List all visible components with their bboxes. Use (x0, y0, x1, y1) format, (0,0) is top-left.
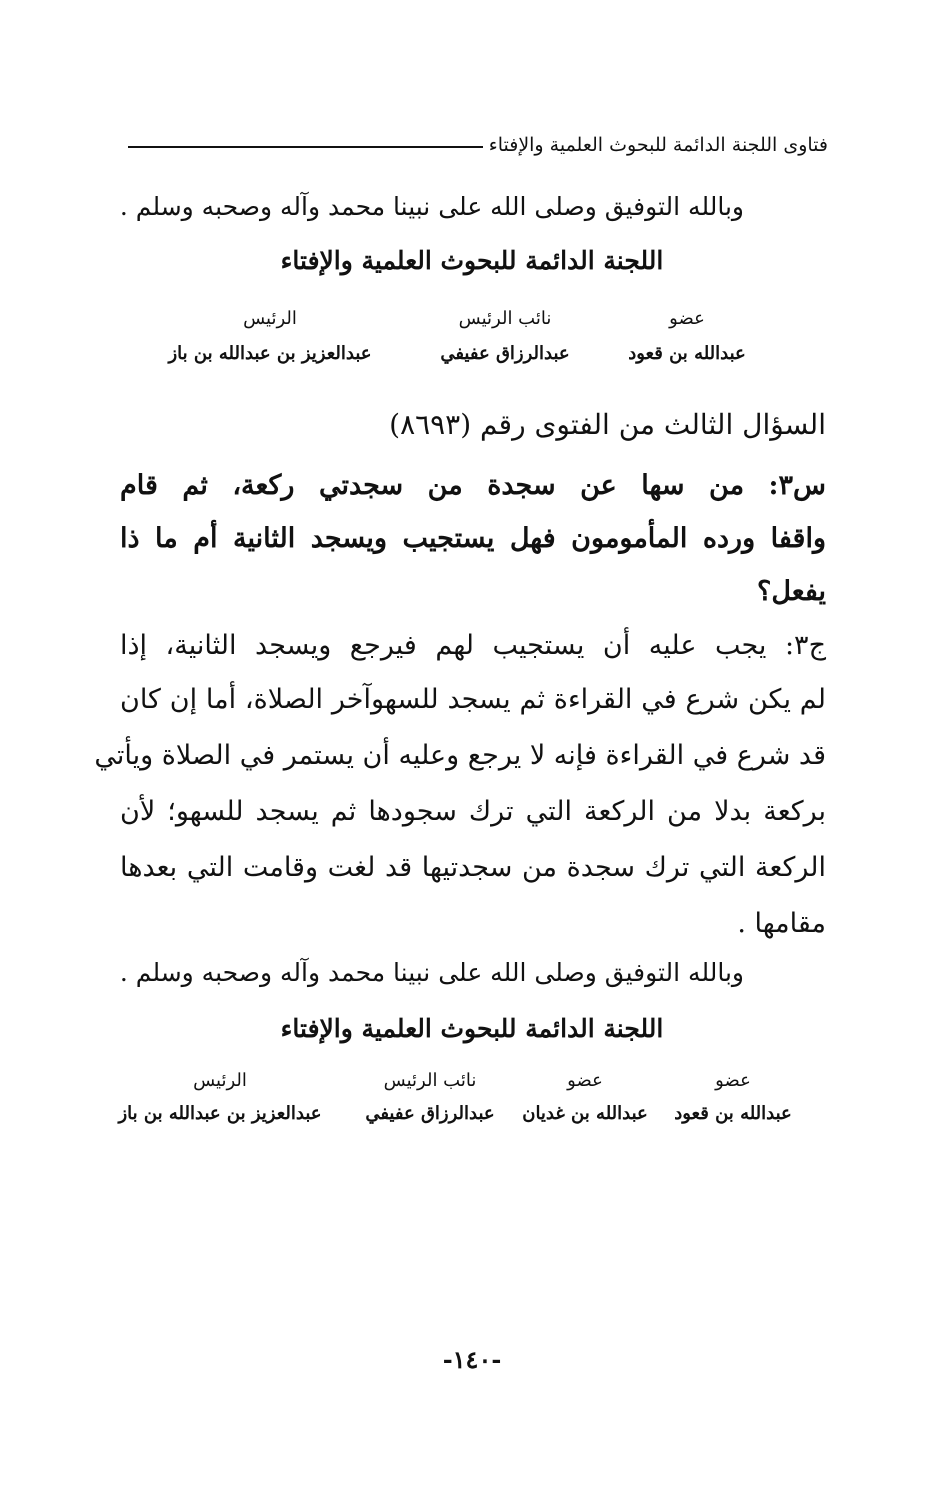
signatory-name: عبدالله بن غديان (522, 1103, 648, 1124)
signatory-role: عضو (715, 1070, 751, 1091)
running-header (128, 128, 828, 162)
signatory-role: الرئيس (243, 308, 297, 329)
answer-line: قد شرع في القراءة فإنه لا يرجع وعليه أن يستمر في الصلاة ويأتي (94, 740, 826, 771)
answer-line: بركعة بدلا من الركعة التي ترك سجودها ثم يسجد للسهو؛ لأن (120, 796, 826, 827)
signatory-name: عبدالعزيز بن عبدالله بن باز (118, 1103, 322, 1124)
answer-line: لم يكن شرع في القراءة ثم يسجد للسهوآخر الصلاة، أما إن كان (120, 684, 826, 715)
signatory-role: نائب الرئيس (383, 1070, 477, 1091)
committee-name-1: اللجنة الدائمة للبحوث العلمية والإفتاء (280, 246, 664, 275)
signatory-name: عبدالرزاق عفيفي (440, 343, 570, 364)
signatory-name: عبدالعزيز بن عبدالله بن باز (168, 343, 372, 364)
header-title: فتاوى اللجنة الدائمة للبحوث العلمية والإفتاء (488, 134, 828, 156)
signatory-role: الرئيس (193, 1070, 247, 1091)
question-line: يفعل؟ (757, 576, 826, 607)
signatory-vice-president-1 (430, 308, 580, 364)
closing-line-2: وبالله التوفيق وصلى الله على نبينا محمد وآله وصحبه وسلم . (119, 958, 744, 987)
committee-name-2: اللجنة الدائمة للبحوث العلمية والإفتاء (280, 1014, 664, 1043)
signatory-president-2 (110, 1070, 330, 1124)
signatory-name: عبدالرزاق عفيفي (365, 1103, 495, 1124)
signatory-member-2 (668, 1070, 798, 1124)
closing-line-1: وبالله التوفيق وصلى الله على نبينا محمد وآله وصحبه وسلم . (119, 192, 744, 221)
answer-line: ج٣: يجب عليه أن يستجيب لهم فيرجع ويسجد الثانية، إذا (120, 630, 826, 661)
signatory-name: عبدالله بن قعود (674, 1103, 792, 1124)
signatory-name: عبدالله بن قعود (628, 343, 746, 364)
answer-line: الركعة التي ترك سجدة من سجدتيها قد لغت وقامت التي بعدها (120, 852, 826, 883)
question-line: واقفا ورده المأمومون فهل يستجيب ويسجد الثانية أم ما ذا (120, 523, 826, 554)
page-number: -١٤٠- (442, 1345, 502, 1374)
question-line: س٣: من سها عن سجدة من سجدتي ركعة، ثم قام (120, 470, 826, 501)
answer-line: مقامها . (737, 908, 826, 939)
header-rule (128, 146, 483, 148)
signatory-vice-president-2 (360, 1070, 500, 1124)
signatory-member-1 (612, 308, 762, 364)
signatory-member-3 (520, 1070, 650, 1124)
signatory-role: عضو (669, 308, 705, 329)
signatory-role: نائب الرئيس (458, 308, 552, 329)
question-title: السؤال الثالث من الفتوى رقم (٨٦٩٣) (389, 408, 826, 441)
signatory-role: عضو (567, 1070, 603, 1091)
signatory-president-1 (150, 308, 390, 364)
